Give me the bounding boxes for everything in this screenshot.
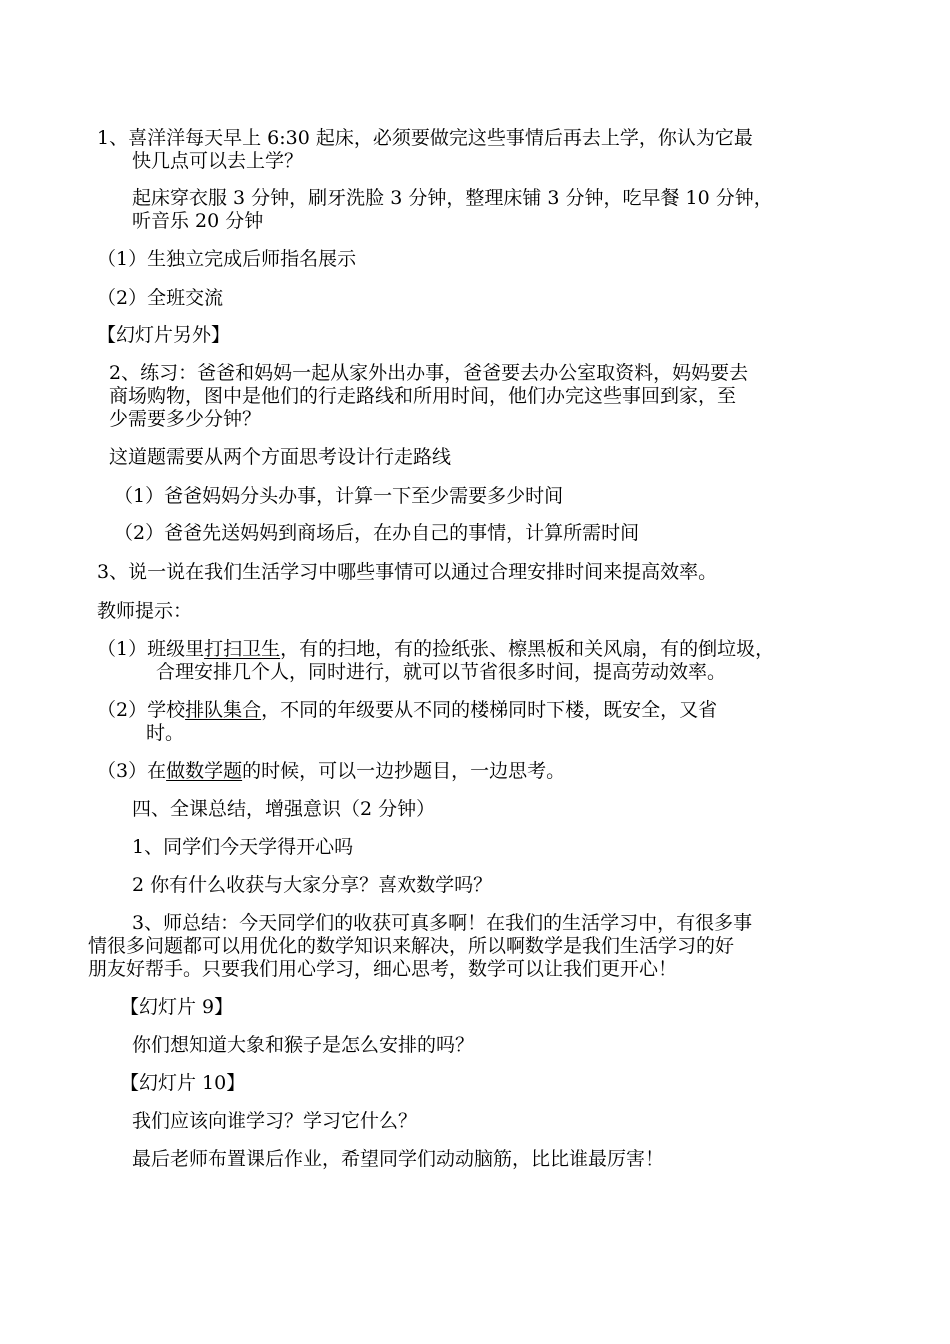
tip-2-prefix: （2）学校 (97, 699, 186, 721)
summary-item-3-line-1: 3、师总结：今天同学们的收获可真多啊！在我们的生活学习中，有很多事 (132, 912, 753, 934)
homework-line: 最后老师布置课后作业，希望同学们动动脑筋，比比谁最厉害！ (132, 1148, 665, 1170)
question-1-tasks-line-1: 起床穿衣服 3 分钟，刷牙洗脸 3 分钟，整理床铺 3 分钟，吃早餐 10 分钟， (132, 187, 773, 209)
tip-1-line-2: 合理安排几个人，同时进行，就可以节省很多时间，提高劳动效率。 (156, 661, 727, 683)
exercise-2-option-2: （2）爸爸先送妈妈到商场后，在办自己的事情，计算所需时间 (114, 522, 640, 544)
exercise-2-option-1: （1）爸爸妈妈分头办事，计算一下至少需要多少时间 (114, 485, 564, 507)
question-1-line-2: 快几点可以去上学？ (132, 150, 304, 172)
slide-10-question: 我们应该向谁学习？学习它什么？ (132, 1110, 418, 1132)
tip-1-line-1 (97, 638, 774, 661)
tip-2-line-1 (97, 699, 717, 722)
tip-1-underlined-term: 打扫卫生 (204, 638, 281, 660)
summary-item-2: 2 你有什么收获与大家分享？喜欢数学吗？ (132, 874, 493, 896)
exercise-2-line-2: 商场购物，图中是他们的行走路线和所用时间，他们办完这些事回到家，至 (109, 385, 737, 407)
question-3-line: 3、说一说在我们生活学习中哪些事情可以通过合理安排时间来提高效率。 (97, 561, 718, 583)
summary-item-3-line-2: 情很多问题都可以用优化的数学知识来解决，所以啊数学是我们生活学习的好 (88, 935, 735, 957)
tip-1-prefix: （1）班级里 (97, 638, 205, 660)
tip-3-rest: 的时候，可以一边抄题目，一边思考。 (242, 760, 566, 782)
exercise-2-line-1: 2、练习：爸爸和妈妈一起从家外出办事，爸爸要去办公室取资料，妈妈要去 (109, 362, 749, 384)
summary-item-3-line-3: 朋友好帮手。只要我们用心学习，细心思考，数学可以让我们更开心！ (88, 958, 678, 980)
slide-extra-heading: 【幻灯片另外】 (97, 324, 231, 346)
question-1-tasks-line-2: 听音乐 20 分钟 (132, 210, 264, 232)
tip-3-line (97, 760, 565, 783)
tip-2-underlined-term: 排队集合 (185, 699, 262, 721)
section-4-heading: 四、全课总结，增强意识（2 分钟） (132, 798, 436, 820)
slide-9-question: 你们想知道大象和猴子是怎么安排的吗？ (132, 1034, 475, 1056)
tip-1-rest: ，有的扫地，有的捡纸张、檫黑板和关风扇，有的倒垃圾， (280, 638, 775, 660)
tip-3-underlined-term: 做数学题 (166, 760, 243, 782)
step-1-line: （1）生独立完成后师指名展示 (97, 248, 357, 270)
question-1-line-1: 1、喜洋洋每天早上 6:30 起床，必须要做完这些事情后再去上学，你认为它最 (97, 127, 753, 149)
summary-item-1: 1、同学们今天学得开心吗 (132, 836, 354, 858)
tip-3-prefix: （3）在 (97, 760, 167, 782)
slide-10-heading: 【幻灯片 10】 (120, 1072, 246, 1094)
exercise-2-hint: 这道题需要从两个方面思考设计行走路线 (109, 446, 452, 468)
teacher-tips-heading: 教师提示： (97, 600, 193, 622)
tip-2-line-2: 时。 (146, 722, 185, 744)
step-2-line: （2）全班交流 (97, 287, 224, 309)
exercise-2-line-3: 少需要多少分钟？ (109, 408, 262, 430)
slide-9-heading: 【幻灯片 9】 (120, 996, 234, 1018)
tip-2-rest: ，不同的年级要从不同的楼梯同时下楼，既安全，又省 (261, 699, 718, 721)
